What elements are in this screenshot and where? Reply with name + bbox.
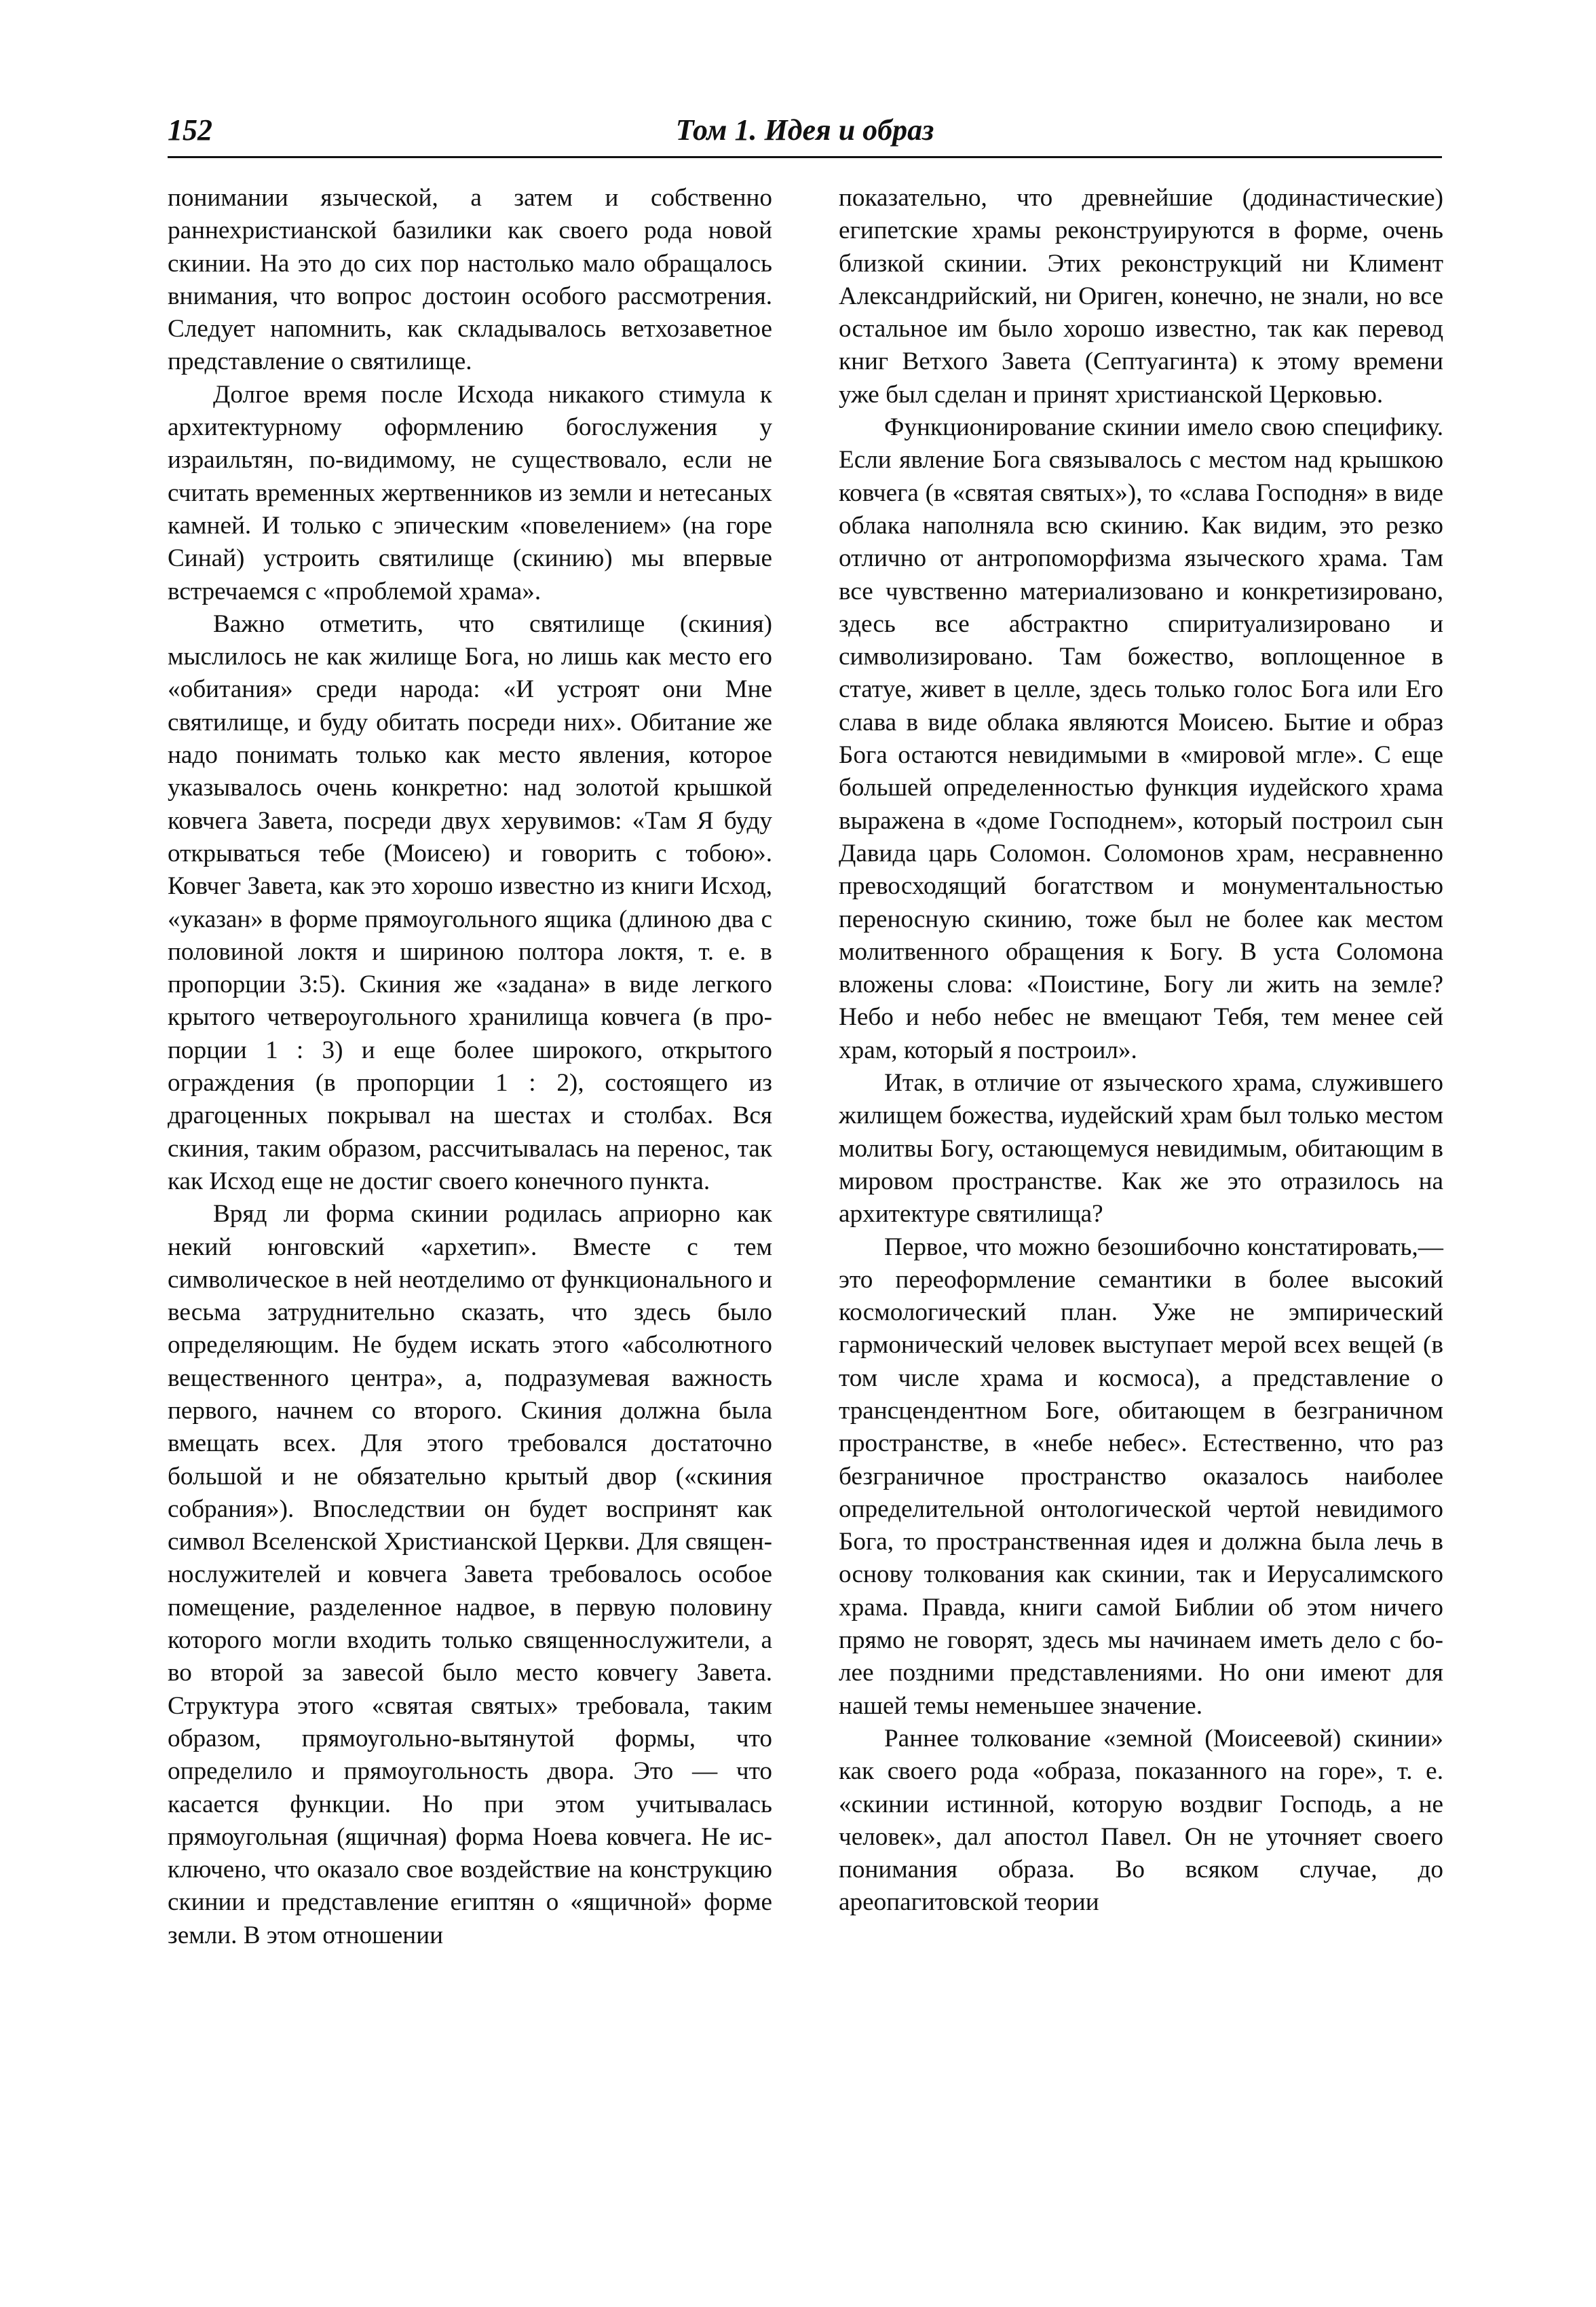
right-paragraph-1: показательно, что древнейшие (додинастические) египетские храмы реконструируются в форме, очень близкой скинии. Этих реконструкций ни Климент Александрийский, ни Ориген, конечно, не знали, но все остальное им было хорошо известно, так как перевод книг Ветхого Завета (Септуагинта) к этому времени уже был сделан и принят христианской Церковью. bbox=[839, 184, 1443, 409]
left-paragraph-3: Важно отметить, что святилище (скиния) мыслилось не как жилище Бога, но лишь как место его «обитания» среди народа: «И устроят они Мне святилище, и буду обитать посреди них». Обитание же надо понимать только как место явления, которое указывалось очень конкретно: над золотой крышкой ковчега Завета, посреди двух херувимов: «Там Я буду открываться тебе (Моисею) и говорить с тобою». Ковчег Завета, как это хорошо известно из книги Исход, «указан» в форме прямоугольного ящика (длиною два с половиной локтя и шириною полтора локтя, т. е. в пропорции 3:5). Скиния же «задана» в виде легкого крытого четвероугольного хранилища ковчега (в пропорции 1 : 3) и еще более широкого, открытого ограждения (в пропорции 1 : 2), состоящего из драгоценных покрывал на шестах и столбах. Вся скиния, таким образом, рассчитывалась на перенос, так как Исход еще не достиг своего конечного пункта. bbox=[168, 609, 772, 1195]
right-paragraph-2: Функционирование скинии имело свою специфику. Если явление Бога связывалось с местом над крышкою ковчега (в «святая святых»), то «слава Господня» в виде облака наполняла всю скинию. Как видим, это резко отлично от антропоморфизма языческого храма. Там все чувственно материализовано и конкретизировано, здесь все абстрактно спиритуализировано и символизировано. Там божество, воплощенное в статуе, живет в целле, здесь только голос Бога или Его слава в виде облака являются Моисею. Бытие и образ Бога остаются невидимыми в «мировой мгле». С еще большей определенностью функция иудейского храма выражена в «доме Господнем», который построил сын Давида царь Соломон. Соломонов храм, несравненно превосходящий богатством и монументальностью переносную скинию, тоже был не более как местом молитвенного обращения к Богу. В уста Соломона вложены слова: «Поистине, Богу ли жить на земле? Небо и небо небес не вмещают Тебя, тем менее сей храм, который я построил». bbox=[839, 413, 1443, 1064]
right-paragraph-5: Раннее толкование «земной (Моисеевой) скинии» как своего рода «образа, показанного на горе», т. е. «скинии истинной, которую воздвиг Господь, а не человек», дал апостол Павел. Он не уточняет своего понимания образа. Во всяком случае, до ареопагитовской теории bbox=[839, 1724, 1443, 1917]
right-paragraph-3: Итак, в отличие от языческого храма, служившего жилищем божества, иудейский храм был только местом молитвы Богу, остающемуся невидимым, обитающим в мировом пространстве. Как же это отразилось на архитектуре святилища? bbox=[839, 1069, 1443, 1228]
right-column bbox=[839, 182, 1443, 1919]
left-paragraph-1: понимании языческой, а затем и собственно раннехристианской базилики как своего рода новой скинии. На это до сих пор настолько мало обращалось внимания, что вопрос достоин особого рассмотрения. Следует напомнить, как складывалось ветхозаветное представление о святилище. bbox=[168, 184, 772, 376]
left-paragraph-2: Долгое время после Исхода никакого стимула к архитектурному оформлению богослужения у израильтян, по-видимому, не существовало, если не считать временных жертвенников из земли и нетесаных камней. И только с эпическим «повелением» (на горе Синай) устроить святилище (скинию) мы впервые встречаемся с «проблемой храма». bbox=[168, 380, 772, 605]
left-column bbox=[168, 182, 772, 1952]
left-paragraph-4: Вряд ли форма скинии родилась априорно как некий юнговский «архетип». Вместе с тем символическое в ней неотделимо от функционального и весьма затруднительно сказать, что здесь было определяющим. Не будем искать этого «абсолютного вещественного центра», а, подразумевая важность первого, начнем со второго. Скиния должна была вмещать всех. Для этого требовался достаточно большой и не обязательно крытый двор («скиния собрания»). Впоследствии он будет воспринят как символ Вселенской Христианской Церкви. Для священнослужителей и ковчега Завета требовалось особое помещение, разделенное надвое, в первую половину которого могли входить только священнослужители, а во второй за завесой было место ковчегу Завета. Структура этого «святая святых» требовала, таким образом, прямоугольно-вытянутой формы, что определило и прямоугольность двора. Это — что касается функции. Но при этом учитывалась прямоугольная (ящичная) форма Ноева ковчега. Не исключено, что оказало свое воздействие на конструкцию скинии и представление египтян о «ящичной» форме земли. В этом отношении bbox=[168, 1200, 772, 1949]
page-header bbox=[168, 109, 1442, 158]
right-paragraph-4: Первое, что можно безошибочно констатировать,— это переоформление семантики в более высокий космологический план. Уже не эмпирический гармонический человек выступает мерой всех вещей (в том числе храма и космоса), а представление о трансцендентном Боге, обитающем в безграничном пространстве, в «небе небес». Естественно, что раз безграничное пространство оказалось наиболее определительной онтологической чертой невидимого Бога, то пространственная идея и должна была лечь в основу толкования как скинии, так и Иерусалимского храма. Правда, книги самой Библии об этом ничего прямо не говорят, здесь мы начинаем иметь дело с более поздними представлениями. Но они имеют для нашей темы неменьшее значение. bbox=[839, 1233, 1443, 1720]
running-title: Том 1. Идея и образ bbox=[675, 113, 934, 147]
page-number: 152 bbox=[168, 113, 212, 147]
